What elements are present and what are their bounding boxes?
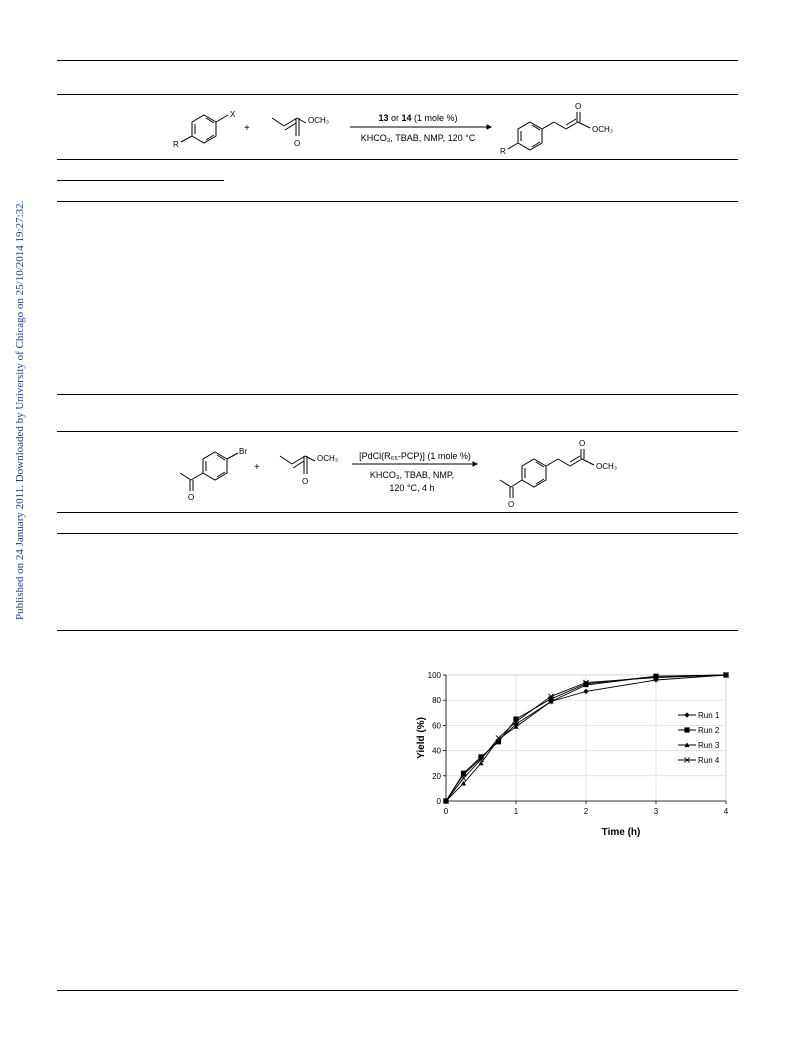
legend-label: Run 4 <box>698 756 720 765</box>
x-tick-label: 3 <box>653 807 659 816</box>
product2-carbonyl-o: O <box>579 439 586 448</box>
ester-ome-label: OCH₃ <box>308 116 330 125</box>
x-tick-label: 4 <box>723 807 729 816</box>
x-tick-label: 2 <box>583 807 589 816</box>
rule-table2-head <box>57 533 738 534</box>
yield-vs-time-chart <box>408 664 738 844</box>
conditions-line-2a: KHCO₃, TBAB, NMP, <box>369 470 455 480</box>
substituent-x: X <box>230 110 236 119</box>
y-tick-label: 60 <box>432 721 441 731</box>
plus-sign-2: + <box>254 462 260 473</box>
substituent-r: R <box>173 140 179 149</box>
run-2-point <box>461 771 466 776</box>
x-tick-label: 1 <box>513 807 519 816</box>
x-axis-label: Time (h) <box>601 827 641 838</box>
product-substituent-r: R <box>500 147 506 156</box>
catalyst-line: 13 or 14 (1 mole %) <box>378 113 458 123</box>
legend-label: Run 3 <box>698 741 720 750</box>
download-watermark: Published on 24 January 2011. Downloaded by University of Chicago on 25/10/2014 19:27:32. <box>14 200 26 620</box>
y-tick-label: 100 <box>427 671 441 680</box>
y-tick-label: 20 <box>432 771 441 781</box>
legend-swatch-marker <box>684 727 689 732</box>
y-tick-label: 0 <box>436 797 441 806</box>
product2-ketone-o: O <box>508 500 515 509</box>
x-tick-label: 0 <box>443 807 449 816</box>
conditions-line-2b: 120 °C, 4 h <box>389 483 435 493</box>
bromoacetophenone-structure <box>180 452 238 491</box>
conditions-line: KHCO₃, TBAB, NMP, 120 °C <box>360 133 476 143</box>
y-tick-label: 80 <box>432 696 441 706</box>
carbonyl-o-label-2: O <box>302 477 309 486</box>
product-carbonyl-o: O <box>575 102 582 111</box>
ester-ome-label-2: OCH₃ <box>317 454 339 463</box>
y-axis-label: Yield (%) <box>416 717 427 759</box>
product2-ome-label: OCH₃ <box>596 462 618 471</box>
bromo-label: Br <box>239 447 247 456</box>
catalyst-line-2: [PdCl(R₆₅-PCP)] (1 mole %) <box>359 451 471 461</box>
product-ome-label: OCH₃ <box>592 125 614 134</box>
ketone-o-label: O <box>188 493 195 502</box>
carbonyl-o-label: O <box>294 139 301 148</box>
rule-table2-bottom <box>57 630 738 631</box>
rule-footer <box>57 990 738 991</box>
y-tick-label: 40 <box>432 746 441 756</box>
plus-sign: + <box>244 123 250 134</box>
legend-label: Run 1 <box>698 711 720 720</box>
arrowhead-2 <box>473 462 477 466</box>
acetyl-cinnamate-product-structure <box>500 449 594 498</box>
legend-label: Run 2 <box>698 726 720 735</box>
methyl-acrylate-structure-2 <box>280 456 315 474</box>
run-2-point <box>513 717 518 722</box>
